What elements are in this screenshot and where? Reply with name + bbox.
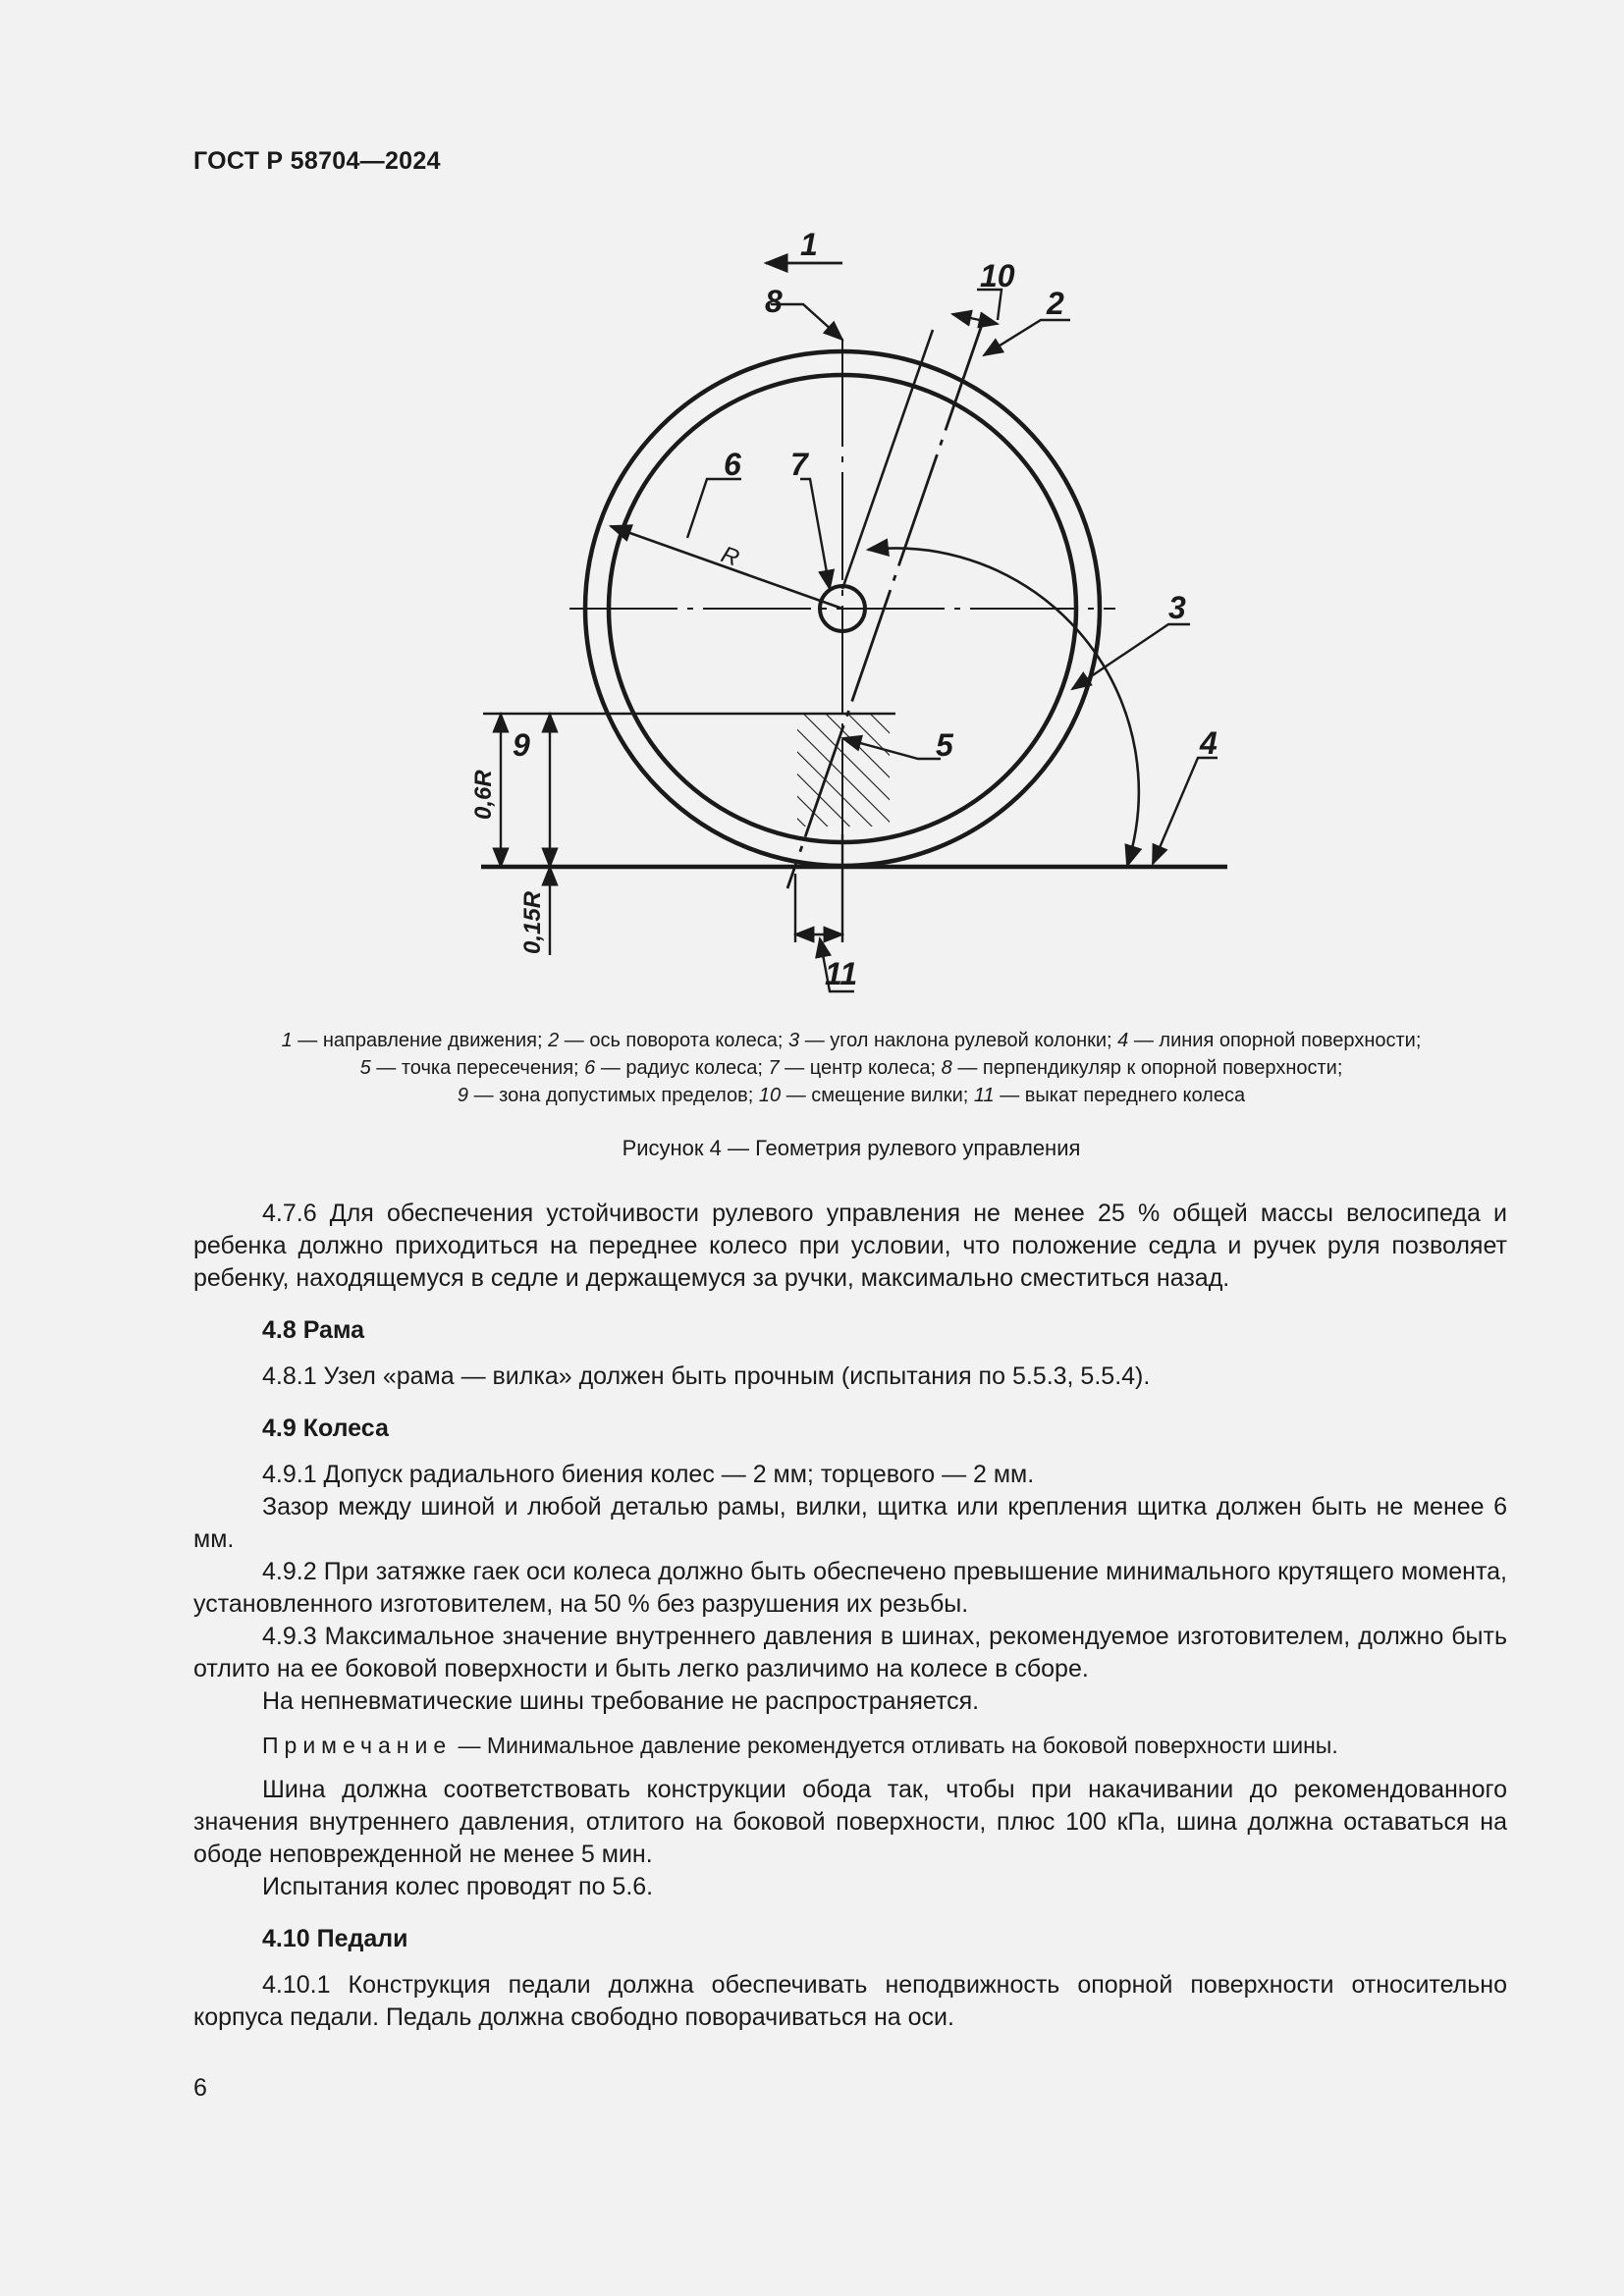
- paragraph-4-10-1: 4.10.1 Конструкция педали должна обеспечивать неподвижность опорной поверхности относительно корпуса педали. Педаль должна свободно поворачиваться на оси.: [193, 1971, 1507, 2031]
- paragraph-4-9-1: 4.9.1 Допуск радиального биения колес — 2 мм; торцевого — 2 мм.: [262, 1461, 1035, 1488]
- dim-0-6R: 0,6R: [470, 770, 497, 820]
- steering-geometry-diagram: [0, 0, 1624, 1021]
- radius-label: R: [717, 541, 743, 572]
- figure-caption: Рисунок 4 — Геометрия рулевого управления: [622, 1136, 1081, 1160]
- note-label: Примечание: [262, 1733, 453, 1758]
- paragraph-4-9-3: 4.9.3 Максимальное значение внутреннего давления в шинах, рекомендуемое изготовителем, должно быть отлито на ее боковой поверхности и быть легко различимо на колесе в сборе.: [193, 1623, 1507, 1682]
- callout-6: 6: [724, 447, 741, 482]
- heading-4-9: 4.9 Колеса: [262, 1415, 389, 1442]
- note: [193, 1730, 1507, 1762]
- note-text: — Минимальное давление рекомендуется отливать на боковой поверхности шины.: [452, 1733, 1338, 1758]
- legend-line: 5 — точка пересечения; 6 — радиус колеса; 7 — центр колеса; 8 — перпендикуляр к опорной поверхности;: [359, 1057, 1343, 1079]
- legend-line: 1 — направление движения; 2 — ось поворота колеса; 3 — угол наклона рулевой колонки; 4 — линия опорной поверхности;: [281, 1030, 1422, 1051]
- callout-11: 11: [825, 956, 858, 991]
- callout-10: 10: [980, 258, 1015, 294]
- callout-4: 4: [1200, 725, 1218, 761]
- paragraph-4-8-1: 4.8.1 Узел «рама — вилка» должен быть прочным (испытания по 5.5.3, 5.5.4).: [262, 1362, 1151, 1390]
- heading-4-10: 4.10 Педали: [262, 1925, 408, 1952]
- callout-5: 5: [936, 727, 953, 763]
- callout-2: 2: [1047, 286, 1064, 321]
- page-number: 6: [193, 2074, 207, 2102]
- paragraph-4-9-1-clearance: Зазор между шиной и любой деталью рамы, вилки, щитка или крепления щитка должен быть не менее 6 мм.: [193, 1493, 1507, 1553]
- callout-9: 9: [513, 727, 530, 763]
- paragraph-tire-rim: Шина должна соответствовать конструкции обода так, чтобы при накачивании до рекомендованного значения внутреннего давления, отлитого на боковой поверхности, плюс 100 кПа, шина должна оставаться на ободе неповрежденной не менее 5 мин.: [193, 1776, 1507, 1868]
- document-header: ГОСТ Р 58704—2024: [193, 147, 441, 175]
- heading-4-8: 4.8 Рама: [262, 1316, 365, 1344]
- legend-line: 9 — зона допустимых пределов; 10 — смещение вилки; 11 — выкат переднего колеса: [457, 1085, 1246, 1106]
- paragraph-4-9-2: 4.9.2 При затяжке гаек оси колеса должно быть обеспечено превышение минимального крутящего момента, установленного изготовителем, на 50 % без разрушения их резьбы.: [193, 1558, 1507, 1618]
- paragraph-4-7-6: 4.7.6 Для обеспечения устойчивости рулевого управления не менее 25 % общей массы велосипеда и ребенка должно приходиться на переднее колесо при условии, что положение седла и ручек руля позволяет ребенку, находящемуся в седле и держащемуся за ручки, максимально сместиться назад.: [193, 1200, 1507, 1292]
- paragraph-4-9-3-nonpneumatic: На непневматические шины требование не распространяется.: [262, 1687, 980, 1715]
- callout-1: 1: [800, 227, 818, 262]
- document-body: [193, 1198, 1507, 2034]
- callout-3: 3: [1168, 590, 1186, 625]
- callout-7: 7: [790, 447, 808, 482]
- callout-8: 8: [765, 284, 783, 319]
- figure-steering-geometry: [0, 0, 1624, 1080]
- dim-0-15R: 0,15R: [519, 890, 546, 954]
- permissible-zone: [797, 714, 890, 827]
- paragraph-wheel-tests: Испытания колес проводят по 5.6.: [262, 1873, 654, 1900]
- figure-legend: [193, 1027, 1509, 1109]
